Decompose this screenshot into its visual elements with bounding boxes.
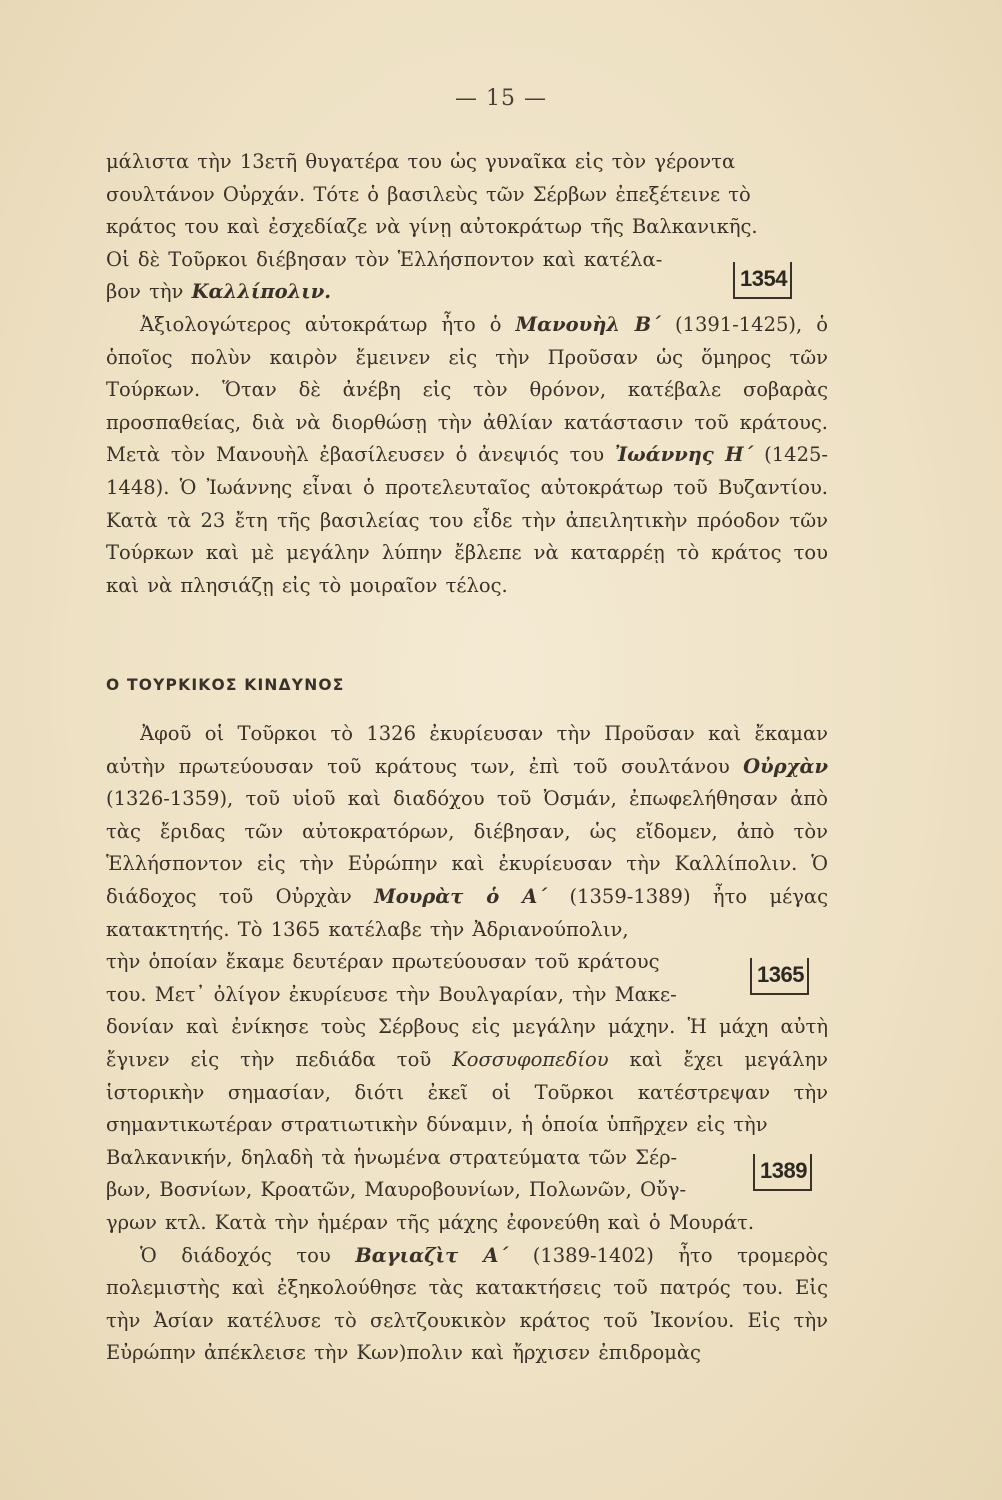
place-name: Καλλίπολιν. <box>191 280 332 304</box>
text-line: Οἱ δὲ Τοῦρκοι διέβησαν τὸν Ἑλλήσποντον καὶ κατέλα- <box>106 247 663 271</box>
text-line: μάλιστα τὴν 13ετῆ θυγατέρα του ὡς γυναῖκα εἰς τὸν γέροντα <box>106 150 736 173</box>
text-fragment: γρων κτλ. Κατὰ τὴν ἡμέραν τῆς μάχης ἐφονεύθη καὶ ὁ Μουράτ. <box>106 1210 755 1234</box>
paragraph-3 <box>106 718 828 1370</box>
sultan-name: Βαγιαζὶτ Α΄ <box>355 1243 509 1267</box>
text-line: τὴν ὁποίαν ἔκαμε δευτέραν πρωτεύουσαν τοῦ κράτους <box>106 950 660 974</box>
text-line: κράτος του καὶ ἐσχεδίαζε νὰ γίνῃ αὐτοκράτωρ τῆς Βαλκανικῆς. <box>106 215 758 239</box>
text-fragment: (1389-1402) ἦτο τρομερὸς πολεμιστὴς καὶ ἐξηκολούθησε τὰς κατακτήσεις τοῦ πατρός του. Εἰς τὴν Ἀσίαν κατέλυσε τὸ σελτζουκικὸν κράτος τοῦ Ἰκονίου. Εἰς τὴν Εὐρώπην ἀπέκλεισε τὴν Κων)πολιν καὶ ἤρχισεν ἐπιδρομὰς <box>106 1243 828 1365</box>
text-line: του. Μετ᾽ ὀλίγον ἐκυρίευσε τὴν Βουλγαρίαν, τὴν Μακε- <box>106 982 677 1006</box>
sultan-name: Οὐρχὰν <box>743 754 828 778</box>
place-name: Κοσσυφοπεδίου <box>452 1047 609 1071</box>
text-fragment: (1425-1448). Ὁ Ἰωάννης εἶναι ὁ προτελευταῖος αὐτοκράτωρ τοῦ Βυζαντίου. Κατὰ τὰ 23 ἔτη τῆς βασιλείας του εἶδε τὴν ἀπειλητικὴν πρόοδον τῶν Τούρκων καὶ μὲ μεγάλην λύπην ἔβλεπε νὰ καταρρέῃ τὸ κράτος του καὶ νὰ πλησιάζῃ εἰς τὸ μοιραῖον τέλος. <box>106 443 828 597</box>
text-line <box>106 276 736 309</box>
section-heading: Ο ΤΟΥΡΚΙΚΟΣ ΚΙΝΔΥΝΟΣ <box>106 676 345 694</box>
page-number: — 15 — <box>455 86 547 111</box>
margin-year-1389: 1389 <box>753 1154 812 1191</box>
paragraph-1 <box>106 146 828 309</box>
text-fragment: Ὁ διάδοχός του <box>140 1243 356 1267</box>
text-fragment: (1391-1425), ὁ ὁποῖος πολὺν καιρὸν ἔμεινεν εἰς τὴν Προῦσαν ὡς ὅμηρος τῶν Τούρκων. Ὅταν δὲ ἀνέβη εἰς τὸν θρόνον, κατέβαλε σοβαρὰς προσπαθείας, διὰ νὰ διορθώσῃ τὴν ἀθλίαν κατάστασιν τοῦ κράτους. Μετὰ τὸν Μανουὴλ ἐβασίλευσεν ὁ ἀνεψιός του <box>106 313 828 467</box>
text-fragment: βον τὴν <box>106 280 192 304</box>
margin-year-1354: 1354 <box>733 262 792 299</box>
text-line: σουλτάνον Οὐρχάν. Τότε ὁ βασιλεὺς τῶν Σέρβων ἐπεξέτεινε τὸ <box>106 182 751 206</box>
text-line: Βαλκανικήν, δηλαδὴ τὰ ἡνωμένα στρατεύματα τῶν Σέρ- <box>106 1145 678 1169</box>
emperor-name: Ἰωάννης Η΄ <box>614 443 754 467</box>
sultan-name: Μουρὰτ ὁ Α΄ <box>374 884 548 908</box>
text-fragment: δονίαν καὶ ἐνίκησε τοὺς Σέρβους εἰς μεγάλην μάχην. Ἡ μάχη αὐτὴ ἔγινεν εἰς τὴν πεδιάδα τοῦ <box>106 1015 828 1071</box>
text-fragment: (1359-1389) ἦτο μέγας κατακτητής. Τὸ 1365 κατέλαβε τὴν Ἀδριανούπολιν, <box>106 884 829 941</box>
paragraph-2 <box>106 309 828 602</box>
text-fragment: (1326-1359), τοῦ υἱοῦ καὶ διαδόχου τοῦ Ὀσμάν, ἐπωφελήθησαν ἀπὸ τὰς ἔριδας τῶν αὐτοκρατόρων, διέβησαν, ὡς εἴδομεν, ἀπὸ τὸν Ἑλλήσποντον εἰς τὴν Εὐρώπην καὶ ἐκυρίευσαν τὴν Καλλίπολιν. Ὁ διάδοχος τοῦ Οὐρχὰν <box>106 787 828 908</box>
text-fragment: καὶ ἔχει μεγάλην ἱστορικὴν σημασίαν, διότι ἐκεῖ οἱ Τοῦρκοι κατέστρεψαν τὴν σημαντικωτέραν στρατιωτικὴν δύναμιν, ἡ ὁποία ὑπῆρχεν εἰς τὴν <box>106 1047 828 1137</box>
text-fragment: Ἀφοῦ οἱ Τοῦρκοι τὸ 1326 ἐκυρίευσαν τὴν Προῦσαν καὶ ἔκαμαν αὐτὴν πρωτεύουσαν τοῦ κράτους των, ἐπὶ τοῦ σουλτάνου <box>106 722 828 778</box>
text-fragment: Ἀξιολογώτερος αὐτοκράτωρ ἦτο ὁ <box>140 313 516 336</box>
margin-year-1365: 1365 <box>750 958 809 995</box>
text-line: βων, Βοσνίων, Κροατῶν, Μαυροβουνίων, Πολωνῶν, Οὔγ- <box>106 1178 687 1202</box>
emperor-name: Μανουὴλ Β΄ <box>515 313 661 336</box>
